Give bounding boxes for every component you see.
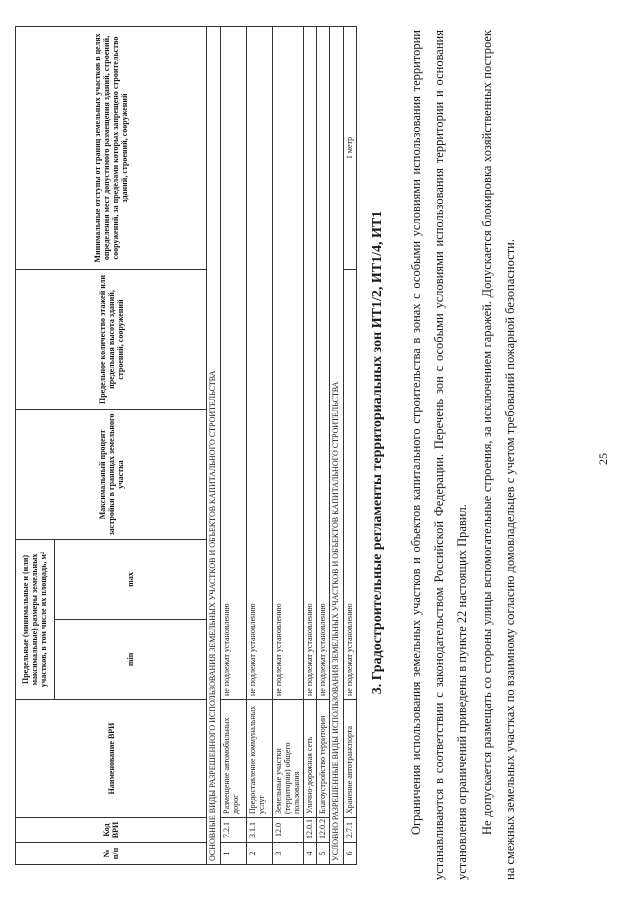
cell-code: 12.0.2 [317, 818, 330, 843]
cell-name: Хранение автотранспорта [343, 700, 356, 818]
cell-note: не подлежат установлению [273, 27, 304, 700]
cell-note: не подлежат установлению [343, 270, 356, 700]
section-row-main [207, 27, 220, 865]
page-number: 25 [596, 453, 610, 465]
table-row [317, 27, 330, 865]
section-title-conditional: УСЛОВНО РАЗРЕШЕННЫЕ ВИДЫ ИСПОЛЬЗОВАНИЯ ЗЕМЕЛЬНЫХ УЧАСТКОВ И ОБЪЕКТОВ КАПИТАЛЬНОГО СТРОИТЕЛЬСТВА [330, 27, 343, 865]
table-row [273, 27, 304, 865]
header-setbacks: Минимальные отступы от границ земельных участков в целях определения мест допустимого размещения зданий, строений, сооружений, за пределами которых запрещено строительство зданий, строений, сооружений [16, 27, 207, 270]
cell-num: 4 [304, 843, 317, 865]
section-title-main: ОСНОВНЫЕ ВИДЫ РАЗРЕШЕННОГО ИСПОЛЬЗОВАНИЯ ЗЕМЕЛЬНЫХ УЧАСТКОВ И ОБЪЕКТОВ КАПИТАЛЬНОГО СТРОИТЕЛЬСТВА [207, 27, 220, 865]
section-heading: 3. Градостроительные регламенты территориальных зон ИТ1/2, ИТ1/4, ИТ1 [370, 210, 385, 695]
header-row [16, 27, 55, 865]
cell-name: Благоустройство территории [317, 700, 330, 818]
cell-code: 3.1.1 [247, 818, 273, 843]
paragraph-restrictions: Ограничения использования земельных участков и объектов капитального строительства в зонах с особыми условиями использования территории устанавливаются в соответствии с законодательством Российской Федерации. Перечень зон с особыми условиями использования территории и основания установления ограничений приведены в пункте 22 настоящих Правил. [409, 30, 469, 880]
cell-name: Предоставление коммунальных услуг [247, 700, 273, 818]
table-row [220, 27, 246, 865]
header-name: Наименование ВРИ [16, 700, 207, 818]
cell-num: 2 [247, 843, 273, 865]
table-row [304, 27, 317, 865]
table-row [247, 27, 273, 865]
cell-code: 2.7.1 [343, 818, 356, 843]
section-row-conditional [330, 27, 343, 865]
header-min: min [54, 620, 207, 700]
cell-num: 1 [220, 843, 246, 865]
cell-num: 5 [317, 843, 330, 865]
cell-note: не подлежат установлению [317, 27, 330, 700]
cell-code: 12.0.1 [304, 818, 317, 843]
cell-num: 3 [273, 843, 304, 865]
cell-name: Размещение автомобильных дорог [220, 700, 246, 818]
cell-code: 7.2.1 [220, 818, 246, 843]
cell-name: Земельные участки (территории) общего пользования [273, 700, 304, 818]
cell-setback: 1 метр [343, 27, 356, 270]
cell-note: не подлежат установлению [247, 27, 273, 700]
header-code: Код ВРИ [16, 818, 207, 843]
table-row [343, 27, 356, 865]
cell-code: 12.0 [273, 818, 304, 843]
cell-note: не подлежат установлению [304, 27, 317, 700]
header-max: max [54, 540, 207, 620]
header-percent: Максимальный процент застройки в границах земельного участка [16, 410, 207, 540]
cell-note: не подлежат установлению [220, 27, 246, 700]
regulations-table [15, 26, 357, 865]
header-floors: Предельное количество этажей или предельная высота зданий, строений, сооружений [16, 270, 207, 410]
cell-num: 6 [343, 843, 356, 865]
paragraph-garages: Не допускается размещать со стороны улицы вспомогательные строения, за исключением гаражей. Допускается блокировка хозяйственных построек на смежных земельных участках по взаимному согласию домовладельцев с учетом требований пожарной безопасности. [480, 30, 517, 880]
header-sizes: Предельные (минимальные и (или) максимальные) размеры земельных участков, в том числе их площадь, м² [16, 540, 55, 700]
cell-name: Улично-дорожная сеть [304, 700, 317, 818]
header-num: № п/п [16, 843, 207, 865]
